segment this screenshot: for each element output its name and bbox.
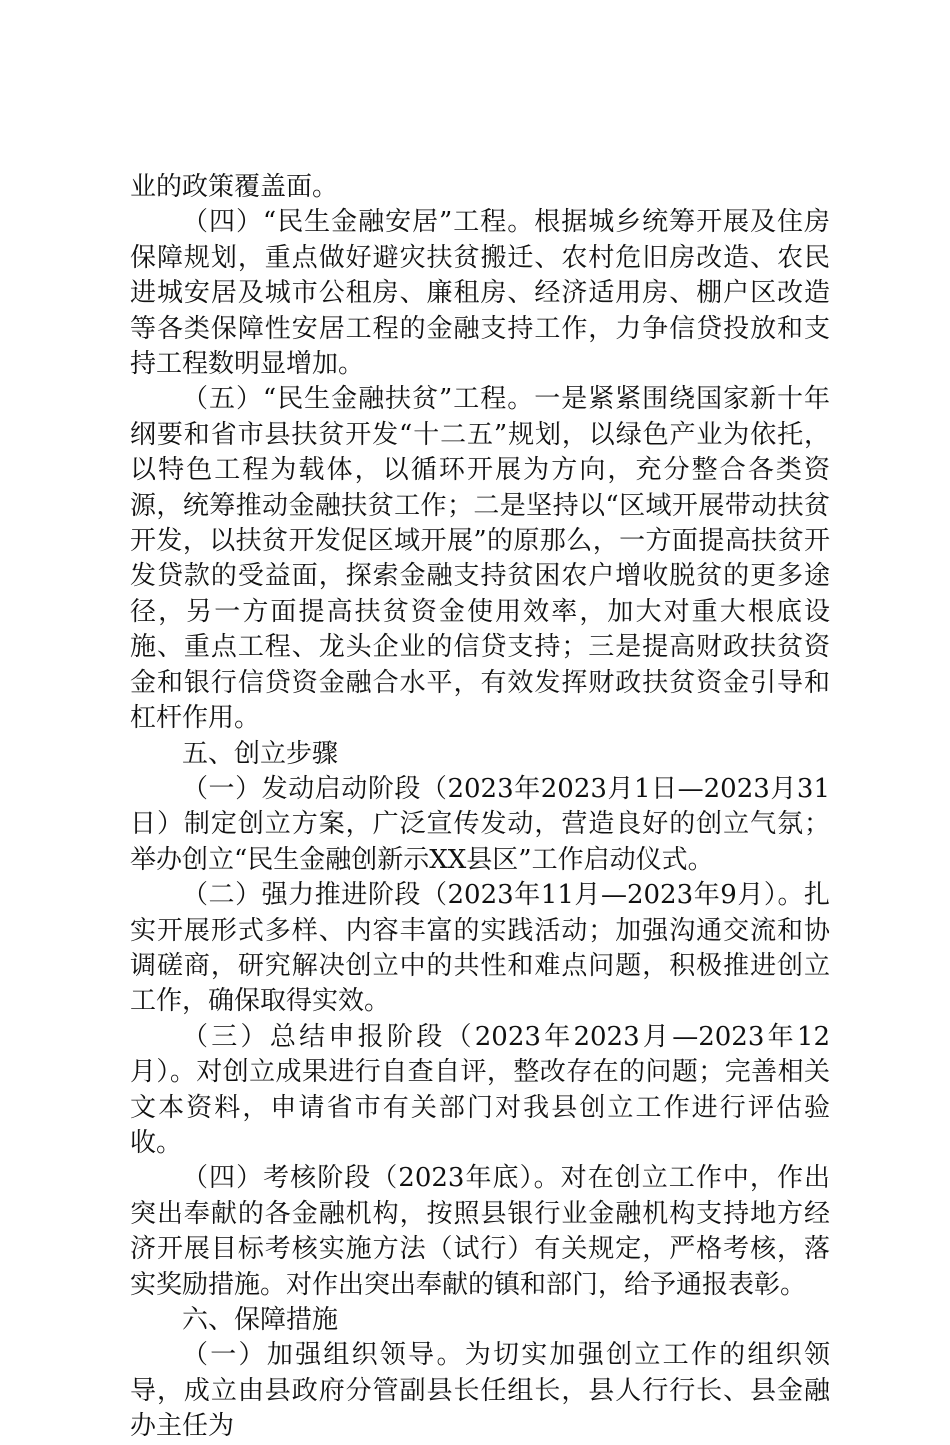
section-heading-steps: 五、创立步骤 (182, 738, 339, 769)
paragraph-continuation: 业的政策覆盖面。 (130, 172, 339, 202)
section-heading-safeguards: 六、保障措施 (182, 1305, 339, 1335)
paragraph-assessment-phase: （四）考核阶段（2023年底）。对在创立工作中，作出突出奉献的各金融机构，按照县银行业金融机构支持地方经济开展目标考核实施方法（试行）有关规定，严格考核，落实奖励措施。对作出突出奉献的镇和部门，给予通报表彰。 (130, 1163, 830, 1300)
paragraph-launch-phase: （一）发动启动阶段（2023年2023月1日—2023月31日）制定创立方案，广泛宣传发动，营造良好的创立气氛；举办创立“民生金融创新示XX县区”工作启动仪式。 (130, 773, 830, 875)
paragraph-promotion-phase: （二）强力推进阶段（2023年11月—2023年9月）。扎实开展形式多样、内容丰富的实践活动；加强沟通交流和协调磋商，研究解决创立中的共性和难点问题，积极推进创立工作，确保取得实效。 (130, 880, 830, 1017)
paragraph-housing-project: （四）“民生金融安居”工程。根据城乡统筹开展及住房保障规划，重点做好避灾扶贫搬迁、农村危旧房改造、农民进城安居及城市公租房、廉租房、经济适用房、棚户区改造等各类保障性安居工程的金融支持工作，力争信贷投放和支持工程数明显增加。 (130, 207, 830, 380)
paragraph-summary-phase: （三）总结申报阶段（2023年2023月—2023年12月）。对创立成果进行自查自评，整改存在的问题；完善相关文本资料，申请省市有关部门对我县创立工作进行评估验收。 (130, 1021, 830, 1158)
paragraph-organization-leadership: （一）加强组织领导。为切实加强创立工作的组织领导，成立由县政府分管副县长任组长，县人行行长、县金融办主任为 (130, 1340, 830, 1442)
document-body (130, 170, 830, 1445)
paragraph-poverty-project: （五）“民生金融扶贫”工程。一是紧紧围绕国家新十年纲要和省市县扶贫开发“十二五”规划，以绿色产业为依托，以特色工程为载体，以循环开展为方向，充分整合各类资源，统筹推动金融扶贫工作；二是坚持以“区域开展带动扶贫开发，以扶贫开发促区域开展”的原那么，一方面提高扶贫开发贷款的受益面，探索金融支持贫困农户增收脱贫的更多途径，另一方面提高扶贫资金使用效率，加大对重大根底设施、重点工程、龙头企业的信贷支持；三是提高财政扶贫资金和银行信贷资金融合水平，有效发挥财政扶贫资金引导和杠杆作用。 (130, 384, 830, 734)
